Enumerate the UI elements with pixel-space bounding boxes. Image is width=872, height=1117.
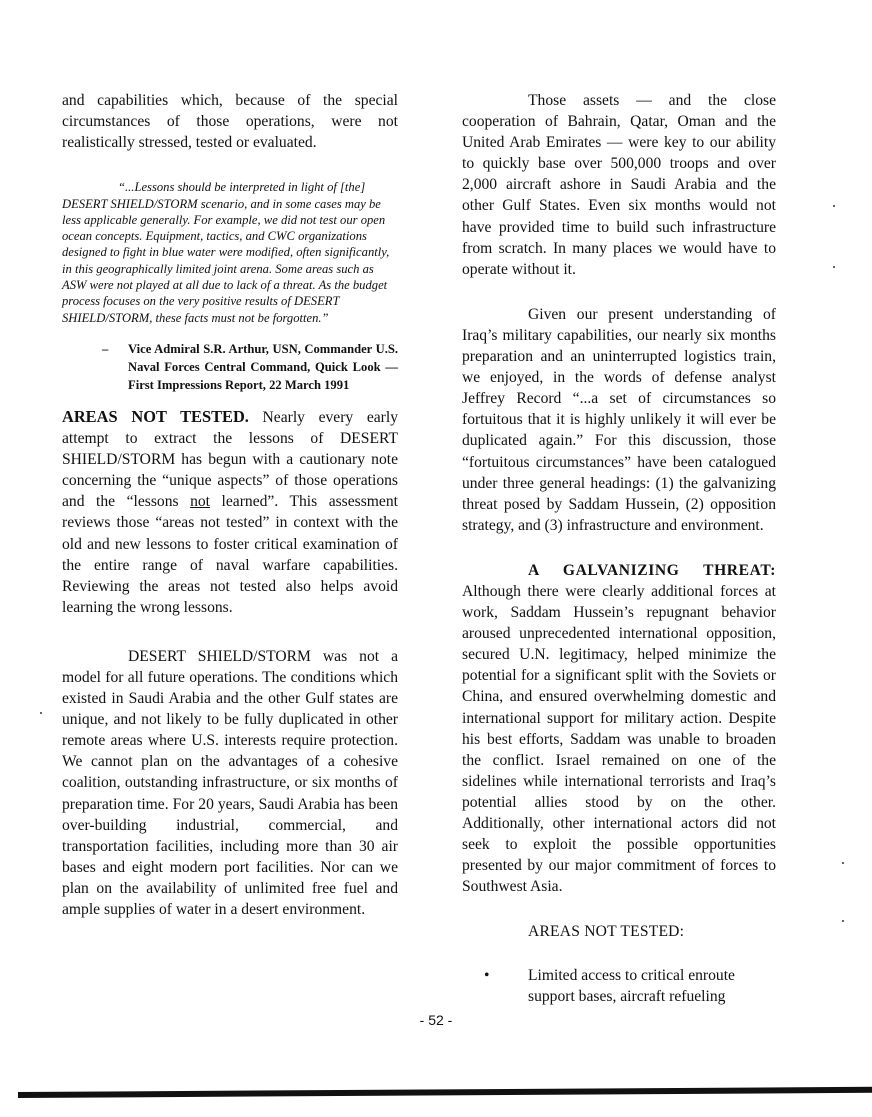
- model-paragraph: DESERT SHIELD/STORM was not a model for all future operations. The conditions which existed in Saudi Arabia and the other Gulf states are unique, and not likely to be fully duplicated in other remote areas where U.S. interests require protection. We cannot plan on the advantages of a cohesive coalition, outstanding infrastructure, or six months of preparation time. For 20 years, Saudi Arabia has been over-building industrial, commercial, and transportation facilities, including more than 30 air bases and eight modern port facilities. Nor can we plan on the availability of unlimited free fuel and ample supplies of water in a desert environment.: [62, 647, 398, 919]
- attribution-text: Vice Admiral S.R. Arthur, USN, Commander U.S. Naval Forces Central Command, Quick Look — First Impressions Report, 22 March 1991: [128, 341, 398, 392]
- list-item: [462, 965, 776, 1007]
- list-item-text: Limited access to critical enroute support bases, aircraft refueling: [528, 967, 735, 1006]
- underlined-not: not: [190, 493, 211, 511]
- left-column: [62, 90, 398, 920]
- intro-paragraph: and capabilities which, because of the special circumstances of those operations, were not realistically stressed, tested or evaluated.: [62, 92, 398, 152]
- assets-paragraph: Those assets — and the close cooperation of Bahrain, Qatar, Oman and the United Arab Emirates — were key to our ability to quickly base over 500,000 troops and over 2,000 aircraft ashore in Saudi Arabia and the other Gulf States. Even six months would not have provided time to build such infrastructure from scratch. In many places we would have to operate without it.: [462, 92, 776, 278]
- scan-speck: [40, 712, 42, 714]
- scan-speck: [842, 920, 844, 922]
- areas-text-2: learned”. This assessment reviews those “areas not tested” in context with the old and new lessons to foster critical examination of the entire range of naval warfare capabilities. Reviewing the areas not tested also helps avoid learning the wrong lessons.: [62, 493, 398, 616]
- attribution-dash: –: [102, 341, 109, 356]
- areas-not-tested-list: [462, 965, 776, 1007]
- quote-attribution: [62, 340, 398, 394]
- right-column: [462, 90, 776, 1007]
- scan-speck: [842, 862, 844, 864]
- areas-not-tested-lead: AREAS NOT TESTED.: [62, 406, 249, 426]
- areas-text-1: Nearly every early attempt to extract the lessons of DESERT SHIELD/STORM has begun with a cautionary note concerning the “unique aspects” of those operations and the “lessons: [62, 408, 398, 511]
- scan-speck: [833, 205, 835, 207]
- scan-speck: [833, 266, 835, 268]
- page-number: - 52 -: [419, 1012, 453, 1028]
- block-quote: [62, 179, 398, 326]
- bottom-rule: [18, 1087, 872, 1098]
- given-paragraph: Given our present understanding of Iraq’s military capabilities, our nearly six months preparation and an uninterrupted logistics train, we enjoyed, in the words of defense analyst Jeffrey Record “...a set of circumstances so fortuitous that it is highly unlikely it will ever be duplicated again.” For this discussion, those “fortuitous circumstances” have been catalogued under three general headings: (1) the galvanizing threat posed by Saddam Hussein, (2) opposition strategy, and (3) infrastructure and environment.: [462, 305, 776, 534]
- galvanizing-threat-text: Although there were clearly additional forces at work, Saddam Hussein’s repugnant behavior aroused unprecedented international opposition, secured U.N. legitimacy, helped minimize the potential for a significant split with the Soviets or China, and ensured overwhelming domestic and international support for military action. Despite his best efforts, Saddam was unable to broaden the conflict. Israel remained on one of the sidelines while international terrorists and Iraq’s potential allies stood by on the other. Additionally, other international actors did not seek to exploit the possible opportunities presented by our major commitment of forces to Southwest Asia.: [462, 582, 776, 896]
- quote-text: “...Lessons should be interpreted in light of [the] DESERT SHIELD/STORM scenario, and in some cases may be less applicable generally. For example, we did not test our open ocean concepts. Equipment, tactics, and CWC organizations designed to fight in blue water were modified, often significantly, in this geographically limited joint arena. Some areas such as ASW were not played at all due to lack of a threat. As the budget process focuses on the very positive results of DESERT SHIELD/STORM, these facts must not be forgotten.”: [62, 180, 390, 325]
- areas-not-tested-subheading: AREAS NOT TESTED:: [528, 923, 685, 941]
- galvanizing-threat-paragraph: [462, 560, 776, 898]
- bullet-icon: •: [484, 967, 490, 985]
- areas-not-tested-paragraph: [62, 406, 398, 618]
- galvanizing-threat-heading: A GALVANIZING THREAT:: [528, 561, 776, 579]
